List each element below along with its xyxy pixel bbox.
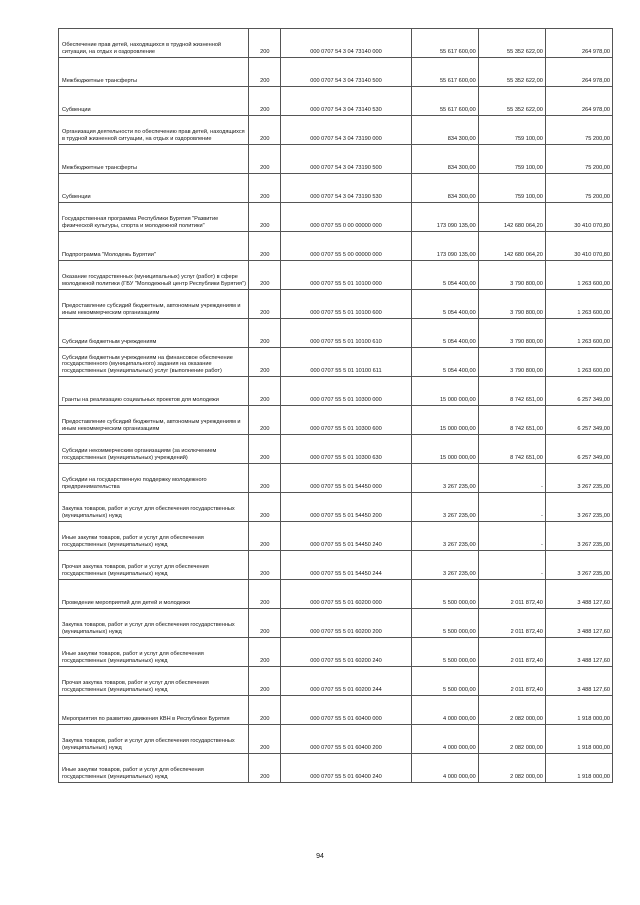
cell-v3: 75 200,00 [545,174,612,203]
cell-name: Государственная программа Республики Бурятия "Развитие физической культуры, спорта и молодежной политики" [59,203,249,232]
cell-code: 200 [249,638,281,667]
cell-v2: 2 011 872,40 [478,638,545,667]
table-row [59,725,613,754]
cell-v1: 3 267 235,00 [411,464,478,493]
table-row [59,58,613,87]
cell-code: 200 [249,464,281,493]
cell-v3: 75 200,00 [545,145,612,174]
cell-code: 200 [249,609,281,638]
cell-v1: 834 300,00 [411,174,478,203]
cell-code: 200 [249,261,281,290]
cell-v2: 3 790 800,00 [478,290,545,319]
cell-v3: 3 267 235,00 [545,551,612,580]
table-row [59,261,613,290]
cell-code: 200 [249,319,281,348]
cell-v1: 55 617 600,00 [411,58,478,87]
cell-kbk: 000 0707 55 5 01 10300 600 [281,406,411,435]
cell-v1: 173 090 135,00 [411,203,478,232]
cell-kbk: 000 0707 55 5 01 54450 200 [281,493,411,522]
table-row [59,435,613,464]
cell-kbk: 000 0707 55 5 01 54450 244 [281,551,411,580]
table-row [59,232,613,261]
cell-v3: 3 488 127,60 [545,667,612,696]
cell-code: 200 [249,696,281,725]
table-row [59,174,613,203]
cell-v3: 3 267 235,00 [545,493,612,522]
cell-v1: 173 090 135,00 [411,232,478,261]
cell-code: 200 [249,667,281,696]
cell-name: Субсидии бюджетным учреждениям [59,319,249,348]
cell-kbk: 000 0707 55 5 01 54450 000 [281,464,411,493]
cell-name: Иные закупки товаров, работ и услуг для обеспечения государственных (муниципальных) нужд [59,754,249,783]
cell-v2: 2 082 000,00 [478,754,545,783]
cell-v1: 55 617 600,00 [411,87,478,116]
cell-v2: 8 742 651,00 [478,377,545,406]
cell-name: Субсидии некоммерческим организациям (за исключением государственных (муниципальных) учреждений) [59,435,249,464]
cell-kbk: 000 0707 55 5 01 60400 240 [281,754,411,783]
cell-kbk: 000 0707 55 5 01 60400 000 [281,696,411,725]
cell-v3: 264 978,00 [545,29,612,58]
cell-v3: 75 200,00 [545,116,612,145]
cell-code: 200 [249,348,281,377]
cell-v3: 30 410 070,80 [545,232,612,261]
cell-v2: 8 742 651,00 [478,406,545,435]
cell-v2: 2 082 000,00 [478,725,545,754]
cell-name: Оказание государственных (муниципальных) услуг (работ) в сфере молодежной политики (ГБУ "Молодежный центр Республики Бурятия") [59,261,249,290]
cell-name: Межбюджетные трансферты [59,145,249,174]
budget-table-body [59,29,613,783]
table-row [59,638,613,667]
cell-kbk: 000 0707 55 5 01 60200 200 [281,609,411,638]
cell-v2: 3 790 800,00 [478,261,545,290]
cell-name: Прочая закупка товаров, работ и услуг для обеспечения государственных (муниципальных) нужд [59,667,249,696]
cell-v2: 759 100,00 [478,116,545,145]
cell-v3: 1 918 000,00 [545,754,612,783]
table-row [59,29,613,58]
cell-code: 200 [249,435,281,464]
cell-kbk: 000 0707 55 5 01 60200 240 [281,638,411,667]
table-row [59,319,613,348]
cell-code: 200 [249,174,281,203]
cell-name: Мероприятия по развитию движения КВН в Республике Бурятия [59,696,249,725]
cell-kbk: 000 0707 55 5 00 00000 000 [281,232,411,261]
cell-v3: 3 488 127,60 [545,580,612,609]
cell-kbk: 000 0707 55 5 01 60200 000 [281,580,411,609]
cell-v2: 2 082 000,00 [478,696,545,725]
cell-kbk: 000 0707 55 5 01 10100 600 [281,290,411,319]
table-row [59,580,613,609]
cell-code: 200 [249,406,281,435]
cell-v1: 5 500 000,00 [411,667,478,696]
cell-v3: 3 488 127,60 [545,638,612,667]
cell-name: Субсидии бюджетным учреждениям на финансовое обеспечение государственного (муниципального) задания на оказание государственных (муниципальных) услуг (выполнение работ) [59,348,249,377]
cell-v2: 759 100,00 [478,145,545,174]
cell-code: 200 [249,377,281,406]
table-row [59,406,613,435]
cell-v2: 8 742 651,00 [478,435,545,464]
cell-code: 200 [249,725,281,754]
table-row [59,493,613,522]
cell-name: Субвенции [59,174,249,203]
cell-kbk: 000 0707 55 5 01 54450 240 [281,522,411,551]
cell-v2: 142 680 064,20 [478,203,545,232]
cell-v1: 834 300,00 [411,116,478,145]
cell-kbk: 000 0707 54 3 04 73190 530 [281,174,411,203]
cell-code: 200 [249,522,281,551]
cell-v1: 4 000 000,00 [411,754,478,783]
cell-v2: 2 011 872,40 [478,580,545,609]
cell-v1: 5 054 400,00 [411,290,478,319]
cell-name: Проведение мероприятий для детей и молодежи [59,580,249,609]
cell-v2: 2 011 872,40 [478,609,545,638]
cell-name: Иные закупки товаров, работ и услуг для обеспечения государственных (муниципальных) нужд [59,638,249,667]
cell-code: 200 [249,232,281,261]
table-row [59,464,613,493]
cell-v1: 15 000 000,00 [411,435,478,464]
cell-code: 200 [249,58,281,87]
cell-v2: 3 790 800,00 [478,319,545,348]
cell-kbk: 000 0707 55 5 01 10300 630 [281,435,411,464]
cell-v1: 4 000 000,00 [411,696,478,725]
cell-v3: 1 918 000,00 [545,725,612,754]
cell-v2: - [478,551,545,580]
cell-v3: 1 918 000,00 [545,696,612,725]
table-row [59,696,613,725]
cell-code: 200 [249,29,281,58]
cell-name: Предоставление субсидий бюджетным, автономным учреждениям и иным некоммерческим организациям [59,290,249,319]
table-row [59,290,613,319]
cell-v1: 5 054 400,00 [411,348,478,377]
table-row [59,348,613,377]
cell-name: Закупка товаров, работ и услуг для обеспечения государственных (муниципальных) нужд [59,725,249,754]
page-number: 94 [316,853,324,860]
cell-v3: 30 410 070,80 [545,203,612,232]
table-row [59,522,613,551]
cell-code: 200 [249,290,281,319]
cell-v3: 264 978,00 [545,58,612,87]
cell-v1: 15 000 000,00 [411,406,478,435]
cell-kbk: 000 0707 55 5 01 10100 000 [281,261,411,290]
cell-v1: 55 617 600,00 [411,29,478,58]
table-row [59,551,613,580]
cell-kbk: 000 0707 54 3 04 73140 500 [281,58,411,87]
table-row [59,667,613,696]
cell-v1: 5 500 000,00 [411,609,478,638]
cell-v1: 5 054 400,00 [411,261,478,290]
cell-name: Межбюджетные трансферты [59,58,249,87]
cell-v3: 1 263 600,00 [545,261,612,290]
cell-name: Иные закупки товаров, работ и услуг для обеспечения государственных (муниципальных) нужд [59,522,249,551]
table-row [59,609,613,638]
cell-v1: 4 000 000,00 [411,725,478,754]
cell-v1: 15 000 000,00 [411,377,478,406]
table-row [59,203,613,232]
table-row [59,87,613,116]
cell-v3: 264 978,00 [545,87,612,116]
cell-v2: - [478,464,545,493]
cell-kbk: 000 0707 55 5 01 10100 611 [281,348,411,377]
cell-v1: 834 300,00 [411,145,478,174]
budget-table [58,28,613,783]
cell-code: 200 [249,116,281,145]
cell-v2: 55 352 622,00 [478,58,545,87]
table-row [59,145,613,174]
cell-code: 200 [249,493,281,522]
cell-name: Гранты на реализацию социальных проектов для молодежи [59,377,249,406]
cell-kbk: 000 0707 54 3 04 73140 530 [281,87,411,116]
cell-v2: - [478,522,545,551]
table-row [59,116,613,145]
cell-kbk: 000 0707 55 5 01 10300 000 [281,377,411,406]
cell-v1: 3 267 235,00 [411,551,478,580]
table-row [59,754,613,783]
cell-v2: - [478,493,545,522]
cell-v3: 1 263 600,00 [545,348,612,377]
cell-v3: 3 267 235,00 [545,464,612,493]
cell-v3: 1 263 600,00 [545,290,612,319]
cell-name: Подпрограмма "Молодежь Бурятии" [59,232,249,261]
cell-kbk: 000 0707 55 5 01 60200 244 [281,667,411,696]
table-row [59,377,613,406]
cell-v2: 142 680 064,20 [478,232,545,261]
cell-v1: 5 500 000,00 [411,580,478,609]
cell-code: 200 [249,145,281,174]
cell-v3: 1 263 600,00 [545,319,612,348]
cell-v2: 2 011 872,40 [478,667,545,696]
cell-kbk: 000 0707 55 0 00 00000 000 [281,203,411,232]
cell-v2: 55 352 622,00 [478,87,545,116]
cell-name: Субвенции [59,87,249,116]
cell-v2: 55 352 622,00 [478,29,545,58]
cell-name: Предоставление субсидий бюджетным, автономным учреждениям и иным некоммерческим организациям [59,406,249,435]
cell-v3: 6 257 349,00 [545,435,612,464]
cell-v1: 5 054 400,00 [411,319,478,348]
cell-code: 200 [249,754,281,783]
cell-name: Обеспечение прав детей, находящихся в трудной жизненной ситуации, на отдых и оздоровление [59,29,249,58]
cell-kbk: 000 0707 54 3 04 73190 000 [281,116,411,145]
cell-code: 200 [249,203,281,232]
cell-code: 200 [249,580,281,609]
cell-kbk: 000 0707 55 5 01 60400 200 [281,725,411,754]
cell-kbk: 000 0707 54 3 04 73140 000 [281,29,411,58]
cell-kbk: 000 0707 55 5 01 10100 610 [281,319,411,348]
cell-name: Организация деятельности по обеспечению прав детей, находящихся в трудной жизненной ситуации, на отдых и оздоровление [59,116,249,145]
cell-code: 200 [249,551,281,580]
cell-name: Прочая закупка товаров, работ и услуг для обеспечения государственных (муниципальных) нужд [59,551,249,580]
cell-v3: 3 267 235,00 [545,522,612,551]
cell-name: Закупка товаров, работ и услуг для обеспечения государственных (муниципальных) нужд [59,609,249,638]
cell-v1: 3 267 235,00 [411,522,478,551]
cell-v2: 3 790 800,00 [478,348,545,377]
cell-v3: 3 488 127,60 [545,609,612,638]
cell-name: Закупка товаров, работ и услуг для обеспечения государственных (муниципальных) нужд [59,493,249,522]
cell-code: 200 [249,87,281,116]
cell-v3: 6 257 349,00 [545,406,612,435]
cell-v2: 759 100,00 [478,174,545,203]
cell-v3: 6 257 349,00 [545,377,612,406]
cell-name: Субсидии на государственную поддержку молодежного предпринимательства [59,464,249,493]
cell-kbk: 000 0707 54 3 04 73190 500 [281,145,411,174]
cell-v1: 5 500 000,00 [411,638,478,667]
cell-v1: 3 267 235,00 [411,493,478,522]
